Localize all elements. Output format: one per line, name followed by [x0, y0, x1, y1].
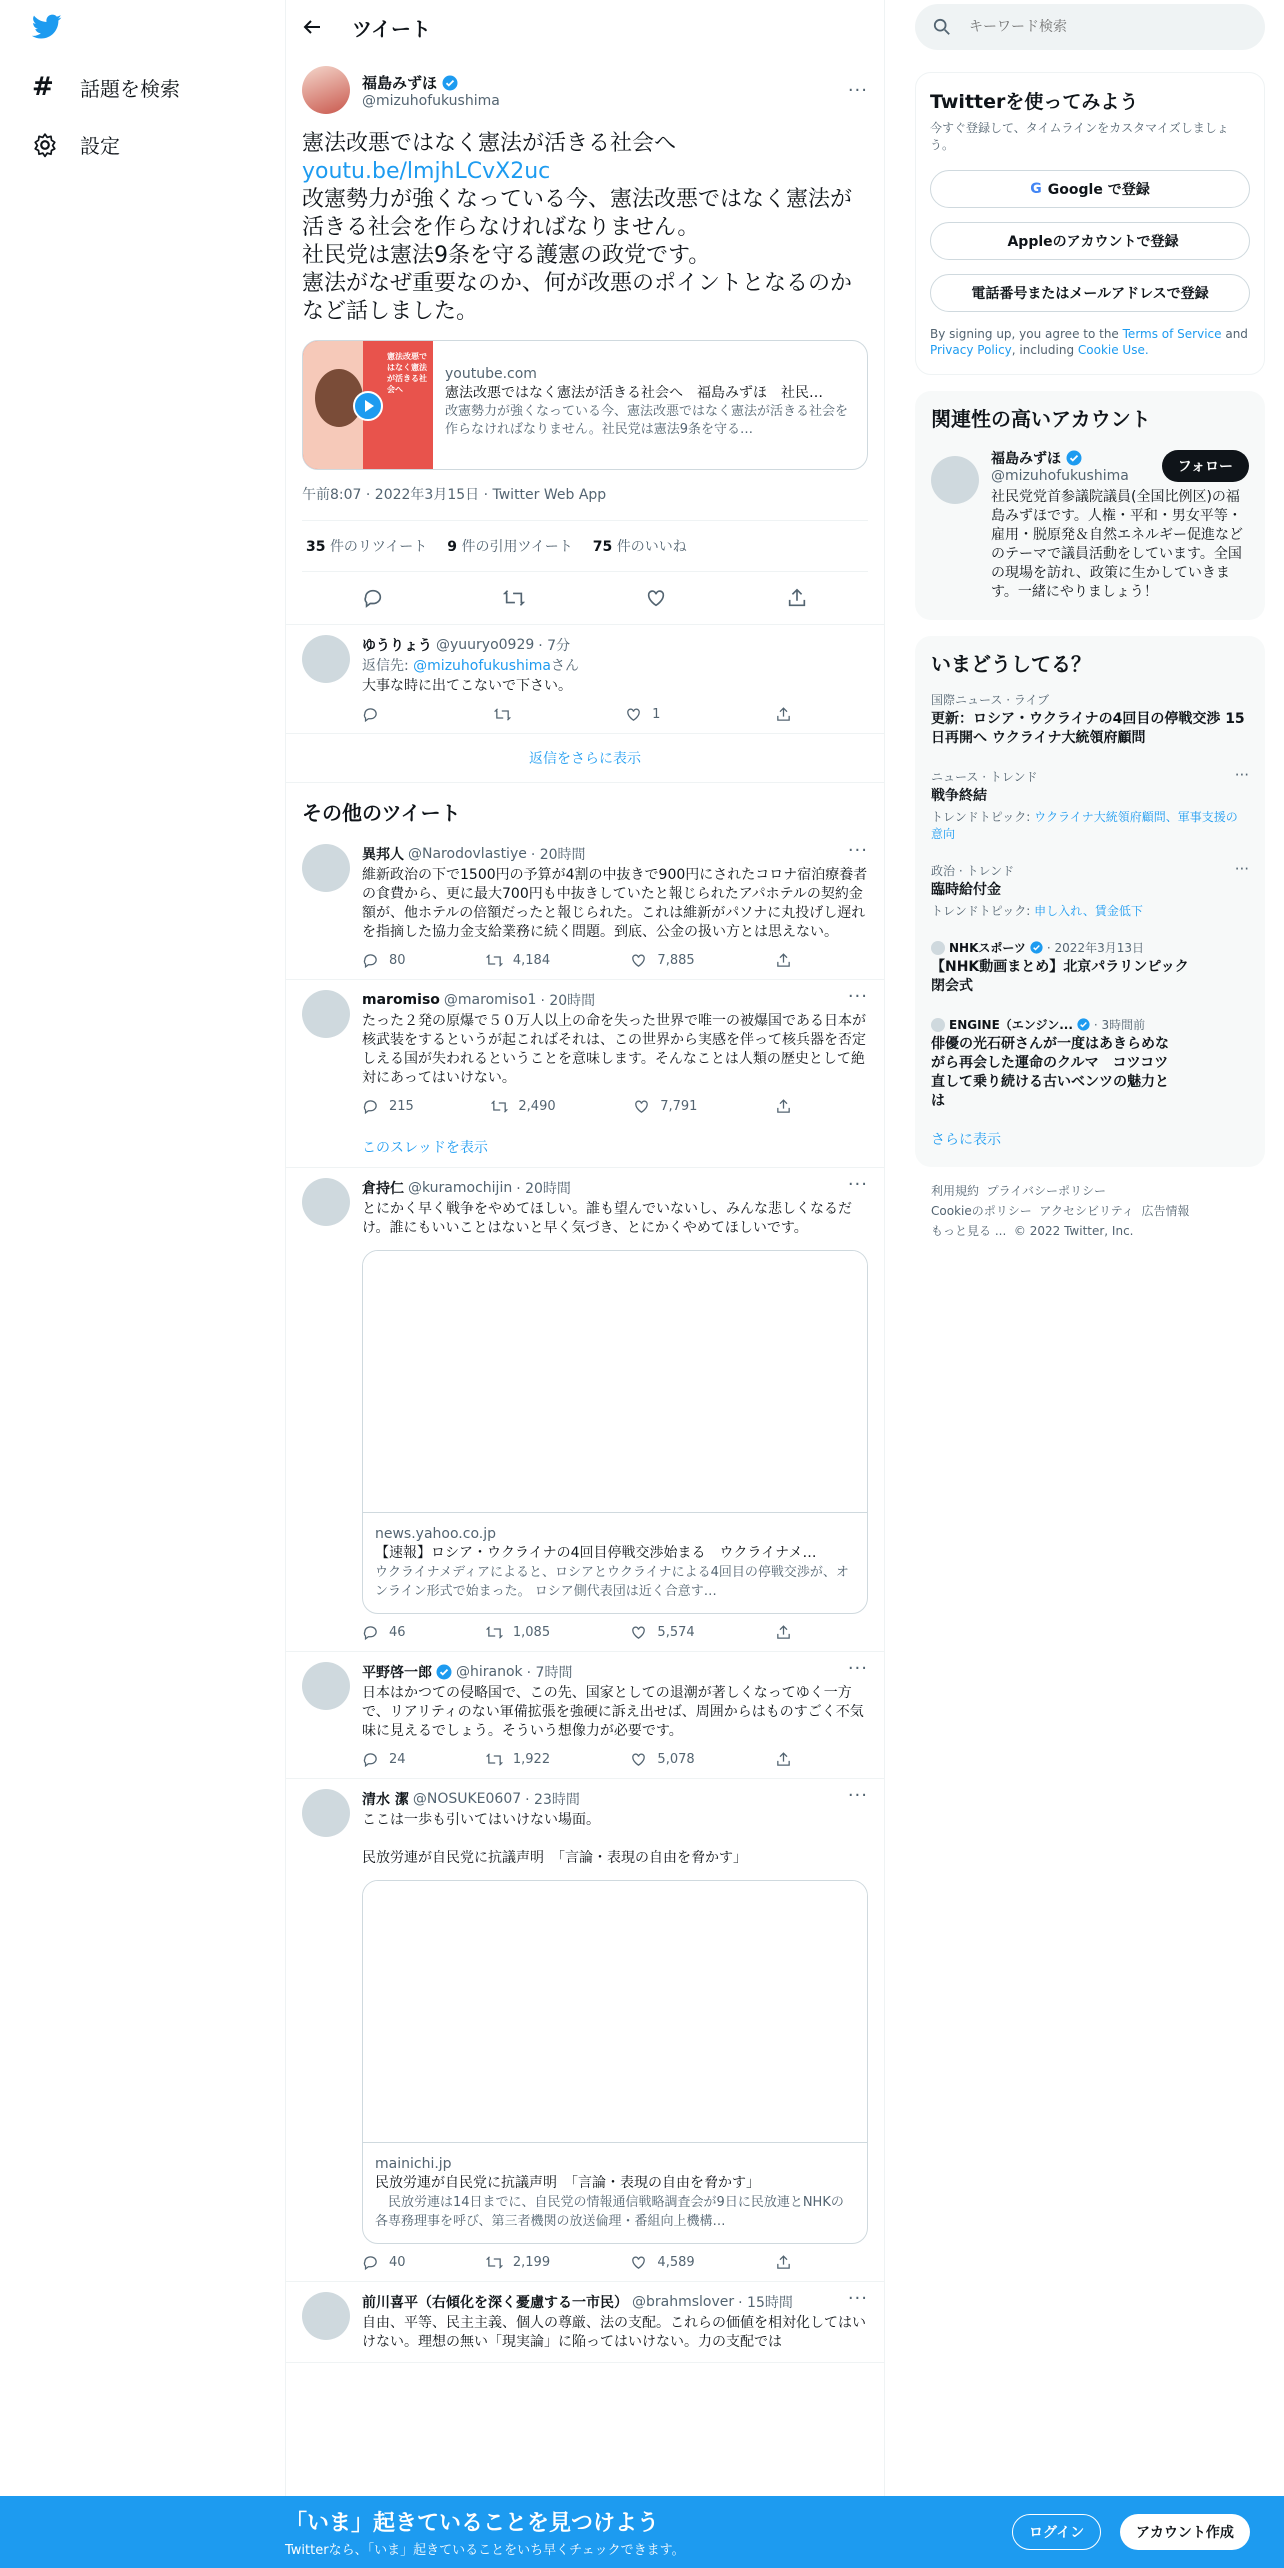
reply-author-name[interactable]: ゆうりょう: [362, 638, 432, 654]
card-description: ウクライナメディアによると、ロシアとウクライナによる4回目の停戦交渉が、オンライン形式で始まった。 ロシア側代表団は近く合意す…: [375, 1565, 849, 1599]
reply-time[interactable]: · 7分: [538, 638, 571, 654]
reply-text: 大事な時に出てこないで下さい。: [362, 678, 572, 694]
bottom-signup-bar: [0, 2496, 1284, 2568]
reply-count: 80: [389, 953, 406, 968]
tweet-author-name[interactable]: 前川喜平（右傾化を深く憂慮する一市民）: [362, 2295, 628, 2311]
like-icon: [630, 2254, 647, 2271]
retweet-icon: [486, 952, 503, 969]
trend-title: 【NHK動画まとめ】北京パラリンピック閉会式: [931, 959, 1189, 994]
reply-icon: [362, 1751, 379, 1768]
reply-icon[interactable]: [362, 706, 379, 723]
reply-to-suffix: さん: [550, 658, 579, 674]
like-count: 7,885: [657, 953, 695, 968]
twitter-logo-icon[interactable]: [32, 14, 62, 40]
verified-badge-icon: [442, 75, 458, 91]
source-time: · 2022年3月13日: [1046, 941, 1144, 955]
reply-to-link[interactable]: @mizuhofukushima: [413, 658, 551, 674]
like-count: 4,589: [657, 2255, 695, 2270]
card-image: [363, 1881, 867, 2143]
reply-button[interactable]: [362, 1751, 406, 1768]
share-icon[interactable]: [775, 706, 792, 723]
like-icon: [630, 1751, 647, 1768]
trends-panel: [915, 636, 1265, 1167]
footer-link-terms[interactable]: 利用規約: [931, 1184, 980, 1198]
footer: [915, 1167, 1265, 1255]
phone-signup-label: 電話番号またはメールアドレスで登録: [971, 286, 1209, 302]
more-options-icon[interactable]: ···: [847, 79, 868, 101]
search-input[interactable]: [969, 19, 1219, 35]
trend-category: 国際ニュース · ライブ: [931, 693, 1050, 707]
tweet-text: 維新政治の下で1500円の予算が4割の中抜きで900円にされたコロナ宿泊療養者の食費から、更に最大700円も中抜きしていたと報じられたアパホテルの契約金額が、他ホテルの倍額だったと報じられた。これは維新がパソナに丸投げし遅れを指摘した協力金支給業務に続く問題。到底、公金の扱い方とは思えない。: [362, 867, 868, 940]
tweet-author-name[interactable]: 平野啓一郎: [362, 1665, 432, 1681]
like-icon: [633, 1098, 650, 1115]
footer-link-cookie[interactable]: Cookieのポリシー: [931, 1204, 1032, 1218]
share-button[interactable]: [775, 1624, 792, 1641]
tweet-line-1: 憲法改悪ではなく憲法が活きる社会へ: [302, 131, 677, 156]
source-name: ENGINE（エンジン...: [949, 1018, 1073, 1032]
show-thread-link[interactable]: このスレッドを表示: [362, 1140, 488, 1156]
share-button[interactable]: [775, 1098, 792, 1115]
tweet-text: ここは一歩も引いてはいけない場面。 民放労連が自民党に抗議声明 「言論・表現の自由を脅かす」: [362, 1812, 747, 1866]
right-sidebar: [915, 0, 1265, 1255]
related-name[interactable]: 福島みずほ: [991, 451, 1061, 467]
reply-icon: [362, 1624, 379, 1641]
like-icon: [630, 952, 647, 969]
trend-category: ニュース · トレンド: [931, 770, 1038, 784]
verified-badge-icon: [1077, 1018, 1090, 1031]
search-icon: [933, 18, 951, 36]
share-icon: [775, 1624, 792, 1641]
author-name[interactable]: 福島みずほ: [362, 73, 438, 92]
google-signup-label: Google で登録: [1047, 182, 1150, 198]
trends-title: いまどうしてる？: [931, 652, 1091, 676]
retweet-count: 4,184: [512, 953, 551, 968]
link-card[interactable]: [362, 1250, 868, 1614]
verified-badge-icon: [1030, 941, 1043, 954]
footer-link-more[interactable]: もっと見る ...: [931, 1224, 1007, 1238]
reply-icon[interactable]: [362, 587, 384, 609]
back-arrow-icon[interactable]: [302, 17, 322, 37]
tweet-stats: [302, 521, 868, 571]
reply-count: 24: [389, 1752, 406, 1767]
retweet-count: 1,085: [512, 1625, 551, 1640]
reply-icon: [362, 952, 379, 969]
tweet-time[interactable]: · 20時間: [540, 993, 596, 1009]
tweet-author-name[interactable]: 倉持仁: [362, 1181, 404, 1197]
google-signup-button[interactable]: [930, 170, 1250, 208]
reply-count: 40: [389, 2255, 406, 2270]
bottom-bar-title: 「いま」起きていることを見つけよう: [285, 2511, 660, 2536]
verified-badge-icon: [1066, 450, 1082, 466]
source-name: NHKスポーツ: [949, 941, 1026, 955]
reply-count: 215: [389, 1099, 414, 1114]
signup-terms: By signing up, you agree to the Terms of Service and Privacy Policy, including Cookie Use.: [930, 327, 1248, 357]
reply-icon: [362, 2254, 379, 2271]
reply-count: 46: [389, 1625, 406, 1640]
apple-signup-label: Appleのアカウントで登録: [1007, 234, 1179, 250]
card-domain: mainichi.jp: [375, 2156, 452, 2172]
bottom-bar-subtitle: Twitterなら、「いま」起きていることをいち早くチェックできます。: [285, 2543, 685, 2558]
privacy-link[interactable]: Privacy Policy: [930, 343, 1012, 357]
like-count[interactable]: 75 件のいいね: [592, 539, 687, 555]
trend-category: 政治 · トレンド: [931, 864, 1015, 878]
trend-item[interactable]: ··· ニュース · トレンド 戦争終結 トレンドトピック: ウクライナ大統領府顧問、軍事支援の意向: [931, 766, 1249, 841]
video-thumbnail: [303, 341, 433, 470]
tweet-meta[interactable]: 午前8:07 · 2022年3月15日 · Twitter Web App: [302, 487, 607, 503]
reply-button[interactable]: [362, 952, 406, 969]
tweet[interactable]: [286, 1779, 884, 2282]
login-button[interactable]: ログイン: [1012, 2514, 1101, 2550]
trend-title: 臨時給付金: [931, 882, 1001, 898]
trend-item[interactable]: [915, 681, 1265, 758]
tweet-time[interactable]: · 7時間: [526, 1665, 573, 1681]
retweet-icon[interactable]: [494, 706, 511, 723]
share-icon: [775, 1751, 792, 1768]
tweet-author-handle[interactable]: @brahmslover: [632, 2294, 735, 2310]
share-icon: [775, 1098, 792, 1115]
cookie-link[interactable]: Cookie Use.: [1077, 343, 1149, 357]
tweet-actions: [302, 572, 868, 624]
avatar[interactable]: [302, 1789, 350, 1837]
like-button[interactable]: [630, 952, 694, 969]
link-card[interactable]: [302, 340, 868, 470]
trend-item[interactable]: [915, 929, 1265, 1006]
more-options-icon[interactable]: ···: [1234, 860, 1249, 878]
trend-topic-link[interactable]: 申し入れ、賃金低下: [1034, 904, 1143, 918]
tweet-text: 自由、平等、民主主義、個人の尊厳、法の支配。これらの価値を相対化してはいけない。理想の無い「現実論」に陥ってはいけない。力の支配では: [362, 2315, 866, 2350]
avatar[interactable]: [302, 1178, 350, 1226]
share-button[interactable]: [775, 952, 792, 969]
card-title: 憲法改悪ではなく憲法が活きる社会へ 福島みずほ 社民…: [445, 385, 823, 401]
like-count: 7,791: [660, 1099, 698, 1114]
retweet-button[interactable]: [486, 2254, 550, 2271]
retweet-icon[interactable]: [503, 587, 525, 609]
nav-explore-label: 話題を検索: [80, 76, 180, 101]
retweet-count: 1,922: [512, 1752, 551, 1767]
show-more-replies-link[interactable]: 返信をさらに表示: [529, 751, 641, 767]
tweet[interactable]: [286, 2282, 884, 2363]
verified-badge-icon: [436, 1664, 452, 1680]
signup-panel: [915, 72, 1265, 375]
avatar[interactable]: [302, 635, 350, 683]
related-title: 関連性の高いアカウント: [931, 407, 1151, 431]
tweet[interactable]: [286, 1168, 884, 1652]
card-domain: youtube.com: [445, 366, 537, 382]
like-count: 5,078: [657, 1752, 695, 1767]
avatar[interactable]: [302, 1662, 350, 1710]
related-accounts-panel: [915, 391, 1265, 620]
retweet-button[interactable]: [486, 1751, 550, 1768]
like-count: 5,574: [657, 1625, 695, 1640]
reply-icon: [362, 1098, 379, 1115]
tweet[interactable]: [286, 834, 884, 980]
source-avatar: [931, 941, 945, 955]
tweet-text: [302, 130, 868, 326]
card-image: [363, 1251, 867, 1513]
retweet-count: 2,490: [518, 1099, 556, 1114]
retweet-icon: [486, 1751, 503, 1768]
more-options-icon[interactable]: ···: [847, 1174, 868, 1195]
follow-button[interactable]: フォロー: [1162, 450, 1249, 482]
like-button[interactable]: [630, 2254, 694, 2271]
retweet-count[interactable]: 35 件のリツイート: [306, 539, 428, 555]
reply-actions: [362, 706, 792, 723]
card-title: 【速報】ロシア・ウクライナの4回目停戦交渉始まる ウクライナメ…: [375, 1545, 817, 1561]
more-options-icon[interactable]: ···: [847, 1658, 868, 1679]
play-icon: [353, 391, 383, 421]
signup-subtitle: 今すぐ登録して、タイムラインをカスタマイズしましょう。: [930, 121, 1229, 152]
retweet-button[interactable]: [486, 1624, 550, 1641]
avatar[interactable]: [302, 66, 350, 114]
source-avatar: [931, 1018, 945, 1032]
share-icon: [775, 2254, 792, 2271]
like-button[interactable]: [630, 1624, 694, 1641]
reply-to-label: 返信先:: [362, 658, 409, 674]
tweet-author-handle[interactable]: @NOSUKE0607: [412, 1791, 522, 1807]
phone-signup-button[interactable]: [930, 274, 1250, 312]
card-description: 民放労連は14日までに、自民党の情報通信戦略調査会が9日に民放連とNHKの各専務理事を呼び、第三者機関の放送倫理・番組向上機構…: [375, 2195, 844, 2229]
tweet[interactable]: [286, 980, 884, 1168]
show-more-trends-link[interactable]: さらに表示: [931, 1132, 1001, 1148]
more-options-icon[interactable]: ···: [847, 986, 868, 1007]
search-box[interactable]: [915, 4, 1265, 50]
trend-title: 戦争終結: [931, 788, 987, 804]
more-tweets-list: [286, 834, 884, 2363]
like-icon: [630, 1624, 647, 1641]
reply-button[interactable]: [362, 1098, 414, 1115]
tweet-text: とにかく早く戦争をやめてほしい。誰も望んでいないし、みんな悲しくなるだけ。誰にもいいことはないと早く気づき、とにかくやめてほしいです。: [362, 1201, 852, 1236]
focused-tweet: [286, 54, 884, 625]
share-icon: [775, 952, 792, 969]
like-button[interactable]: [630, 1751, 694, 1768]
footer-copyright: © 2022 Twitter, Inc.: [1013, 1224, 1134, 1238]
trend-title: 更新：ロシア・ウクライナの4回目の停戦交渉 15日再開へ ウクライナ大統領府顧問: [931, 711, 1245, 746]
reply-button[interactable]: [362, 2254, 406, 2271]
tweet-author-name[interactable]: maromiso: [362, 992, 440, 1008]
avatar[interactable]: [302, 990, 350, 1038]
tweet-author-handle[interactable]: @maromiso1: [443, 992, 537, 1008]
reply-author-handle[interactable]: @yuuryo0929: [436, 637, 535, 653]
tweet-link[interactable]: youtu.be/lmjhLCvX2uc: [302, 159, 551, 184]
tweet-time[interactable]: · 20時間: [516, 1181, 571, 1197]
retweet-count: 2,199: [512, 2255, 551, 2270]
footer-link-privacy[interactable]: プライバシーポリシー: [986, 1184, 1107, 1198]
tweet-time[interactable]: · 20時間: [530, 847, 586, 863]
tweet-actions: [362, 2254, 792, 2271]
tweet[interactable]: [286, 1652, 884, 1779]
retweet-button[interactable]: [486, 952, 550, 969]
tweet-author-handle[interactable]: @Narodovlastiye: [408, 846, 527, 862]
nav-explore[interactable]: [32, 72, 180, 102]
more-tweets-heading: その他のツイート: [302, 801, 461, 825]
tweet-body: 改憲勢力が強くなっている今、憲法改悪ではなく憲法が活きる社会を作らなければなりません。 社民党は憲法9条を守る護憲の政党です。 憲法がなぜ重要なのか、何が改悪のポイントとなるのかなど話しました。: [302, 187, 853, 324]
retweet-icon: [486, 2254, 503, 2271]
tweet-actions: [362, 1751, 792, 1768]
source-time: · 3時間前: [1093, 1018, 1146, 1032]
gear-icon: [32, 132, 58, 158]
like-icon[interactable]: [645, 587, 667, 609]
related-account[interactable]: [915, 444, 1265, 606]
reply-tweet[interactable]: [286, 625, 884, 734]
signup-button[interactable]: アカウント作成: [1120, 2514, 1250, 2550]
share-icon[interactable]: [786, 587, 808, 609]
tweet-time[interactable]: · 23時間: [525, 1792, 580, 1808]
tweet-author-handle[interactable]: @hiranok: [456, 1664, 523, 1680]
reply-button[interactable]: [362, 1624, 406, 1641]
author-handle[interactable]: @mizuhofukushima: [362, 92, 500, 109]
more-options-icon[interactable]: ···: [1234, 766, 1249, 784]
avatar[interactable]: [931, 456, 979, 504]
hashtag-icon: #: [32, 72, 54, 102]
retweet-icon: [486, 1624, 503, 1641]
trend-topic-link[interactable]: ウクライナ大統領府顧問、軍事支援の意向: [931, 810, 1238, 841]
like-button[interactable]: [625, 706, 660, 723]
page-title: ツイート: [352, 16, 431, 41]
tweet-actions: [362, 1098, 792, 1115]
trend-item[interactable]: [915, 1006, 1265, 1121]
nav-settings-label: 設定: [80, 134, 120, 158]
related-bio: 社民党党首参議院議員(全国比例区)の福島みずほです。人権・平和・男女平等・雇用・脱原発＆自然エネルギー促進などのテーマで議員活動をしています。全国の現場を訪れ、政策に生かしていきます。一緒にやりましょう！: [991, 489, 1243, 600]
tweet-actions: [362, 1624, 792, 1641]
avatar[interactable]: [302, 844, 350, 892]
footer-link-accessibility[interactable]: アクセシビリティ: [1039, 1204, 1134, 1218]
tweet-author-handle[interactable]: @kuramochijin: [408, 1180, 513, 1196]
trend-item[interactable]: ··· 政治 · トレンド 臨時給付金 トレンドトピック: 申し入れ、賃金低下: [931, 860, 1249, 918]
more-options-icon[interactable]: ···: [847, 840, 868, 861]
terms-link[interactable]: Terms of Service: [1122, 327, 1222, 341]
link-card[interactable]: [362, 1880, 868, 2244]
tweet-text: 日本はかつての侵略国で、この先、国家としての退潮が著しくなってゆく一方で、リアリティのない軍備拡張を強硬に訴え出せば、周囲からはものすごく不気味に見えるでしょう。そういう想像力が必要です。: [362, 1685, 864, 1739]
tweet-time[interactable]: · 15時間: [738, 2295, 793, 2311]
apple-signup-button[interactable]: [930, 222, 1250, 260]
tweet-author-name[interactable]: 清水 潔: [362, 1792, 409, 1808]
quote-count[interactable]: 9 件の引用ツイート: [447, 539, 573, 555]
card-title: 民放労連が自民党に抗議声明 「言論・表現の自由を脅かす」: [375, 2175, 760, 2191]
share-button[interactable]: [775, 1751, 792, 1768]
google-icon: G: [1030, 181, 1042, 197]
more-options-icon[interactable]: ···: [847, 1785, 868, 1806]
avatar[interactable]: [302, 2292, 350, 2340]
footer-link-ads[interactable]: 広告情報: [1141, 1204, 1190, 1218]
nav-settings[interactable]: [32, 130, 120, 159]
more-options-icon[interactable]: ···: [847, 2288, 868, 2309]
related-handle[interactable]: @mizuhofukushima: [991, 468, 1129, 484]
share-button[interactable]: [775, 2254, 792, 2271]
signup-title: Twitterを使ってみよう: [930, 91, 1139, 113]
page-header: [286, 0, 884, 54]
retweet-button[interactable]: [491, 1098, 555, 1115]
tweet-actions: [362, 952, 792, 969]
main-column: [285, 0, 885, 2568]
trend-title: 俳優の光石研さんが一度はあきらめながら再会した運命のクルマ コツコツ直して乗り続ける古いベンツの魅力とは: [931, 1036, 1169, 1109]
like-count: 1: [652, 707, 661, 722]
like-button[interactable]: [633, 1098, 697, 1115]
card-description: 改憲勢力が強くなっている今、憲法改悪ではなく憲法が活きる社会を作らなければなりません。社民党は憲法9条を守る…: [445, 404, 849, 437]
card-domain: news.yahoo.co.jp: [375, 1526, 496, 1542]
tweet-text: たった２発の原爆で５０万人以上の命を失った世界で唯一の被爆国である日本が核武装をするというが起こればそれは、この世界から実感を伴って核兵器を否定しえる国が失われるということを意味します。そんなことは人類の歴史として絶対にあってはいけない。: [362, 1013, 866, 1086]
thumbnail-caption: 憲法改悪ではなく憲法が活きる社会へ: [387, 352, 427, 394]
retweet-icon: [491, 1098, 508, 1115]
tweet-author-name[interactable]: 異邦人: [362, 847, 404, 863]
